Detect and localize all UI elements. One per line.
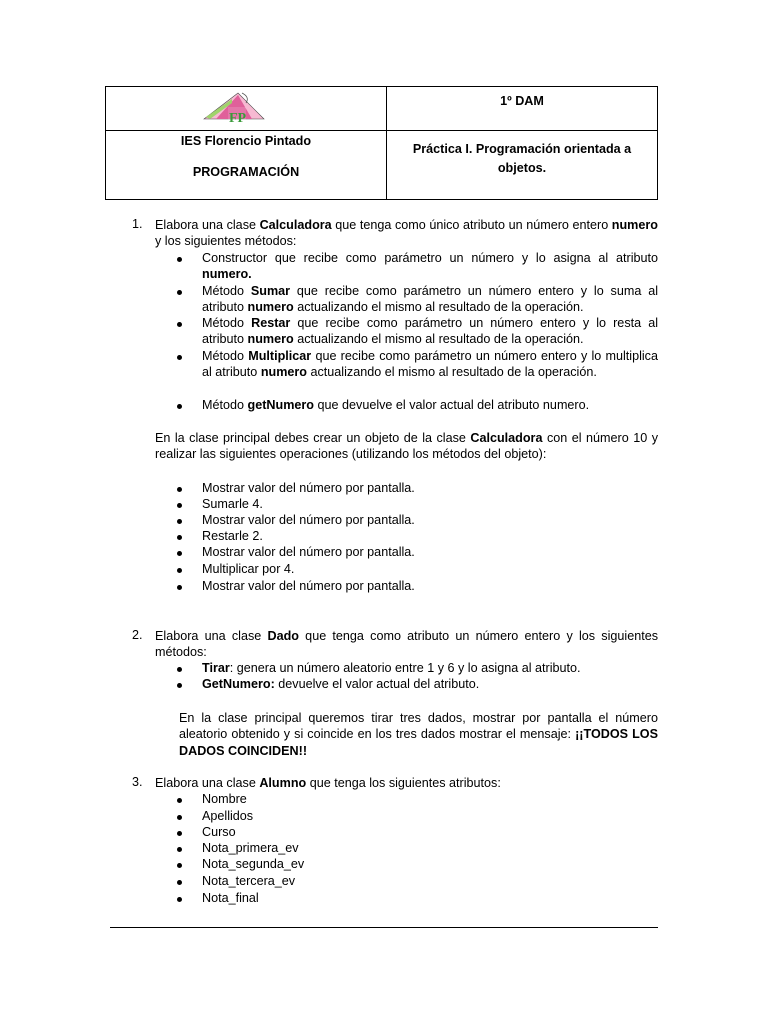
bullet: [176, 481, 184, 489]
method-sumar: Método Sumar que recibe como parámetro un número entero y lo suma al atributo numero actualizando el mismo al resultado de la operación.: [202, 284, 658, 315]
attribute-item: Curso: [202, 825, 236, 839]
bullet: [176, 891, 184, 899]
exercise-1-intro: Elabora una clase Calculadora que tenga como único atributo un número entero numero y los siguientes métodos:: [155, 218, 658, 249]
bullet: [176, 661, 184, 669]
attribute-item: Nota_segunda_ev: [202, 857, 305, 871]
bullet: [176, 825, 184, 833]
bullet: [176, 284, 184, 292]
exercise-1-main-class: En la clase principal debes crear un objeto de la clase Calculadora con el número 10 y realizar las siguientes operaciones (utilizando los métodos del objeto):: [155, 431, 658, 462]
exercise-2-main-class: En la clase principal queremos tirar tres dados, mostrar por pantalla el número aleatorio obtenido y si coincide en los tres dados mostrar el mensaje: ¡¡TODOS LOS DADOS COINCIDEN!!: [179, 711, 658, 758]
bullet: [176, 792, 184, 800]
method-getnumero-dado: GetNumero: devuelve el valor actual del atributo.: [202, 677, 480, 691]
bullet: [176, 251, 184, 259]
method-restar: Método Restar que recibe como parámetro un número entero y lo resta al atributo numero actualizando el mismo al resultado de la operación.: [202, 316, 658, 347]
practice-title: [387, 140, 657, 178]
svg-text:FP: FP: [229, 111, 247, 126]
bullet: [176, 513, 184, 521]
footer-rule: [110, 927, 658, 928]
subject-name: PROGRAMACIÓN: [192, 165, 300, 179]
bullet: [176, 398, 184, 406]
attribute-item: Nota_primera_ev: [202, 841, 299, 855]
step-item: Mostrar valor del número por pantalla.: [202, 481, 415, 495]
step-item: Mostrar valor del número por pantalla.: [202, 579, 415, 593]
step-item: Multiplicar por 4.: [202, 562, 295, 576]
bullet: [176, 529, 184, 537]
exercise-number: 2.: [132, 628, 143, 642]
attribute-item: Nombre: [202, 792, 247, 806]
bullet: [176, 579, 184, 587]
attribute-item: Nota_tercera_ev: [202, 874, 296, 888]
bullet: [176, 349, 184, 357]
bullet: [176, 562, 184, 570]
practice-title-line2: objetos.: [497, 161, 547, 175]
exercise-number: 1.: [132, 217, 143, 231]
bullet: [176, 857, 184, 865]
bullet: [176, 677, 184, 685]
bullet: [176, 545, 184, 553]
school-name: IES Florencio Pintado: [180, 134, 312, 148]
bullet: [176, 841, 184, 849]
bullet: [176, 497, 184, 505]
course-label: 1º DAM: [500, 94, 544, 108]
method-multiplicar: Método Multiplicar que recibe como parámetro un número entero y lo multiplica al atributo numero actualizando el mismo al resultado de la operación.: [202, 349, 658, 380]
attribute-item: Nota_final: [202, 891, 259, 905]
bullet: [176, 874, 184, 882]
school-cell: [106, 133, 386, 180]
step-item: Sumarle 4.: [202, 497, 263, 511]
method-tirar: Tirar: genera un número aleatorio entre 1 y 6 y lo asigna al atributo.: [202, 661, 581, 675]
school-logo: [202, 89, 272, 131]
logo-cell: [106, 87, 386, 130]
table-divider-horizontal: [106, 130, 657, 131]
method-constructor: Constructor que recibe como parámetro un número y lo asigna al atributo numero.: [202, 251, 658, 282]
bullet: [176, 316, 184, 324]
bullet: [176, 809, 184, 817]
header-table: [105, 86, 658, 200]
exercise-3-intro: Elabora una clase Alumno que tenga los siguientes atributos:: [155, 776, 501, 790]
exercise-2-intro: Elabora una clase Dado que tenga como atributo un número entero y los siguientes métodos:: [155, 629, 658, 660]
step-item: Mostrar valor del número por pantalla.: [202, 513, 415, 527]
step-item: Mostrar valor del número por pantalla.: [202, 545, 415, 559]
step-item: Restarle 2.: [202, 529, 263, 543]
method-getnumero: Método getNumero que devuelve el valor actual del atributo numero.: [202, 398, 590, 412]
exercise-number: 3.: [132, 775, 143, 789]
practice-title-line1: Práctica I. Programación orientada a: [412, 142, 632, 156]
attribute-item: Apellidos: [202, 809, 254, 823]
